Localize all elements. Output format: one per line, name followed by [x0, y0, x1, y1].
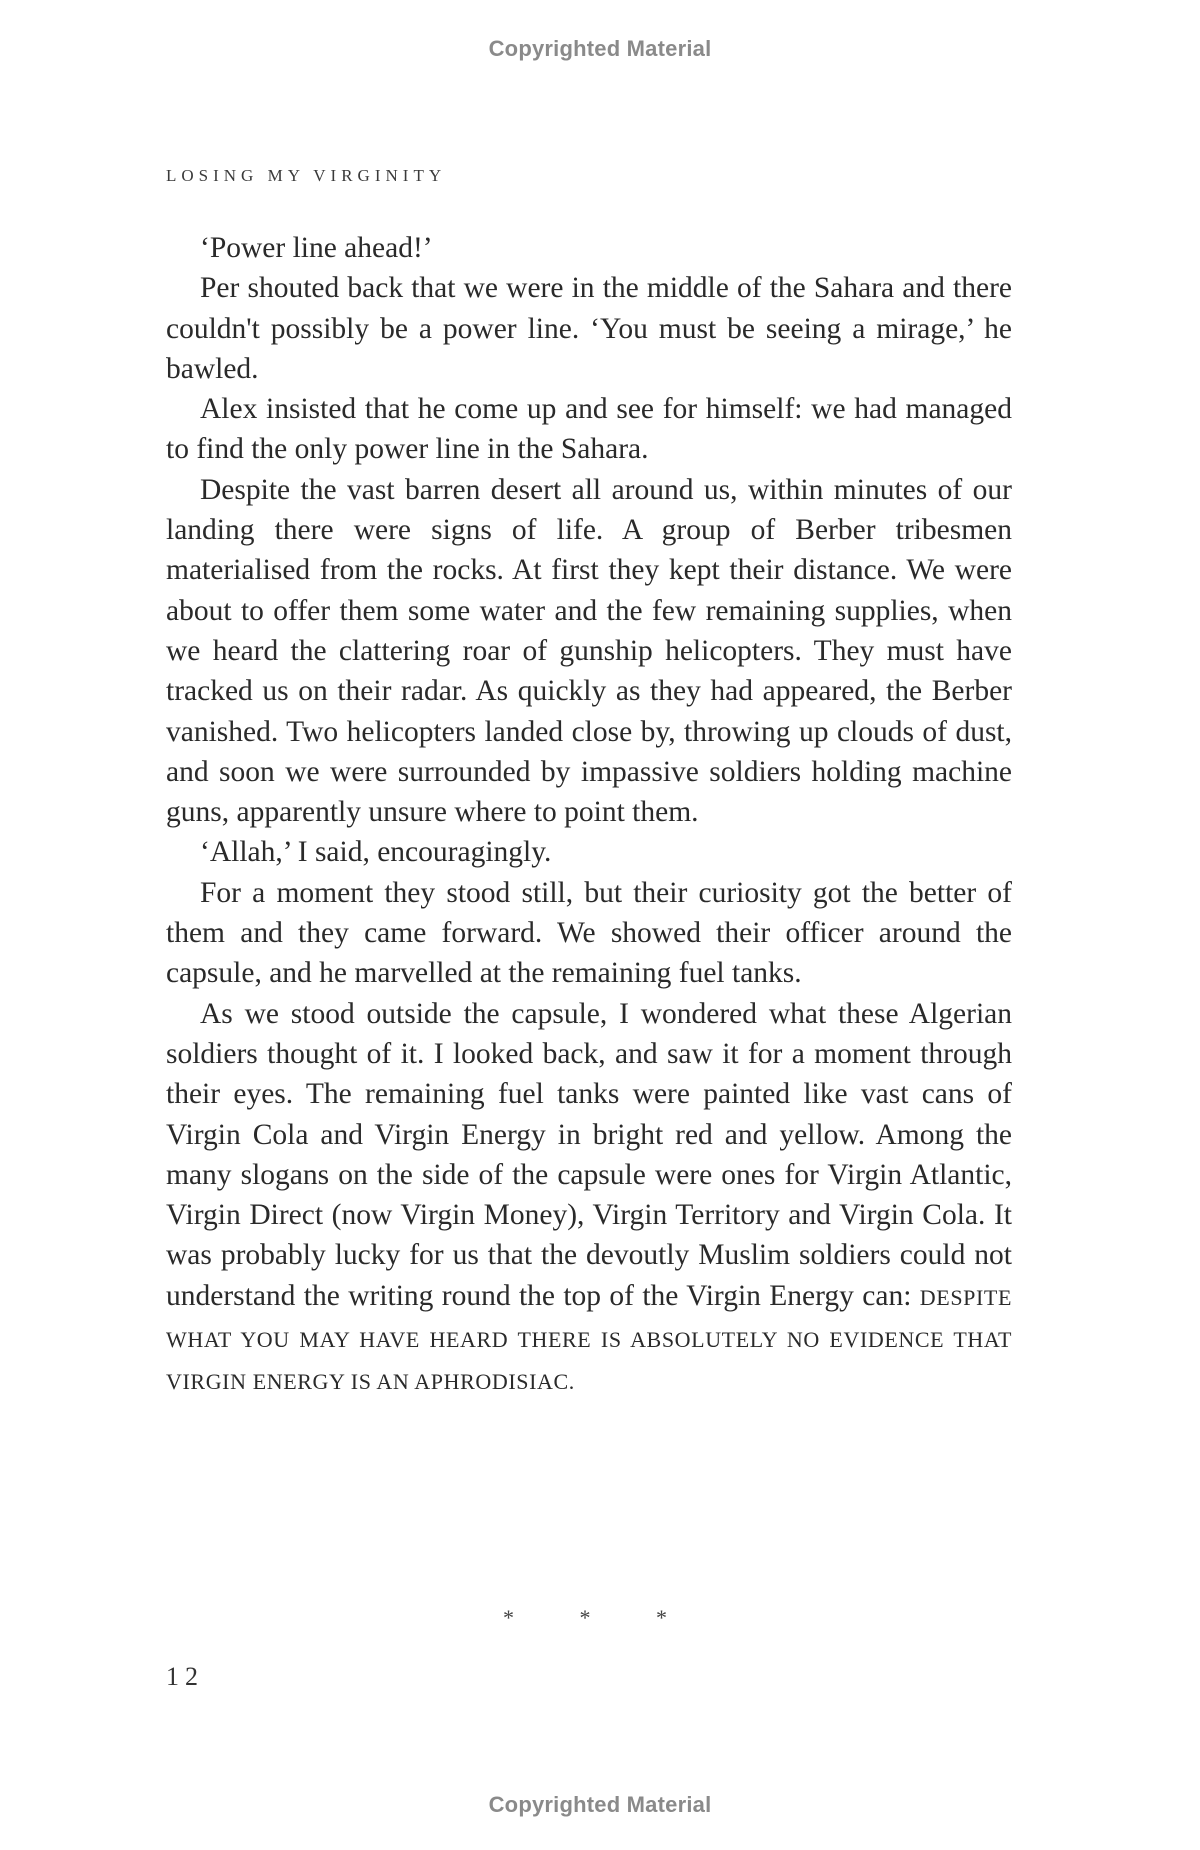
body-text [166, 228, 1012, 1403]
paragraph: ‘Power line ahead!’ [200, 232, 433, 264]
smallcaps-slogan: DESPITE WHAT YOU MAY HAVE HEARD THERE IS ABSOLUTELY NO EVIDENCE THAT VIRGIN ENERGY IS AN APHRODISIAC. [166, 1284, 1012, 1395]
paragraph: Per shouted back that we were in the middle of the Sahara and there couldn't possibly be a power line. ‘You must be seeing a mirage,’ he bawled. [166, 272, 1012, 385]
paragraph-last [166, 994, 1012, 1403]
paragraph: Despite the vast barren desert all around us, within minutes of our landing there were signs of life. A group of Berber tribesmen materialised from the rocks. At first they kept their distance. We were about to offer them some water and the few remaining supplies, when we heard the clattering roar of gunship helicopters. They must have tracked us on their radar. As quickly as they had appeared, the Berber vanished. Two helicopters landed close by, throwing up clouds of dust, and soon we were surrounded by impassive soldiers holding machine guns, apparently unsure where to point them. [166, 473, 1012, 829]
page-number: 12 [166, 1662, 204, 1691]
paragraph: Alex insisted that he come up and see for himself: we had managed to find the only power line in the Sahara. [166, 393, 1012, 466]
copyright-watermark-bottom: Copyrighted Material [488, 1792, 712, 1817]
scene-break: * * * [503, 1605, 697, 1630]
paragraph: ‘Allah,’ I said, encouragingly. [200, 836, 552, 869]
running-head: LOSING MY VIRGINITY [166, 166, 447, 185]
copyright-watermark-top: Copyrighted Material [488, 36, 712, 61]
paragraph-last-text: As we stood outside the capsule, I wondered what these Algerian soldiers thought of it. I looked back, and saw it for a moment through their eyes. The remaining fuel tanks were painted like vast cans of Virgin Cola and Virgin Energy in bright red and yellow. Among the many slogans on the side of the capsule were ones for Virgin Atlantic, Virgin Direct (now Virgin Money), Virgin Territory and Virgin Cola. It was probably lucky for us that the devoutly Muslim soldiers could not understand the writing round the top of the Virgin Energy can: [166, 997, 1012, 1312]
paragraph: For a moment they stood still, but their curiosity got the better of them and they came forward. We showed their officer around the capsule, and he marvelled at the remaining fuel tanks. [166, 876, 1012, 990]
